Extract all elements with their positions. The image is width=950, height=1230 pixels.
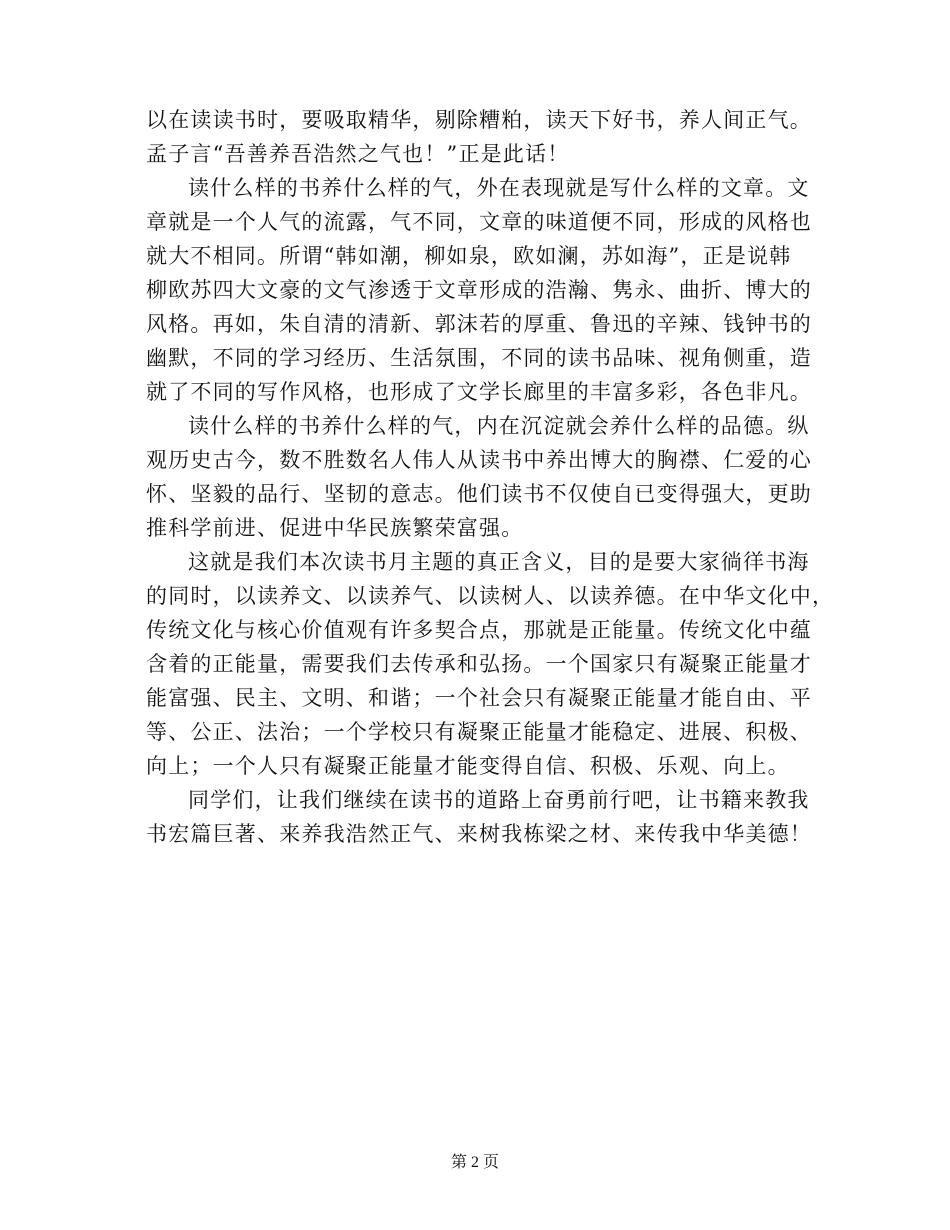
text-line: 孟子言“吾善养吾浩然之气也！”正是此话！ <box>146 142 570 166</box>
text-line: 章就是一个人气的流露，气不同，文章的味道便不同，形成的风格也 <box>146 210 812 234</box>
text-line: 同学们，让我们继续在读书的道路上奋勇前行吧，让书籍来教我 <box>188 788 810 812</box>
text-line: 向上；一个人只有凝聚正能量才能变得自信、积极、乐观、向上。 <box>146 754 790 778</box>
text-line: 观历史古今，数不胜数名人伟人从读书中养出博大的胸襟、仁爱的心 <box>146 448 812 472</box>
text-line: 推科学前进、促进中华民族繁荣富强。 <box>146 516 524 540</box>
text-line: 读什么样的书养什么样的气，内在沉淀就会养什么样的品德。纵 <box>188 414 810 438</box>
text-line: 传统文化与核心价值观有许多契合点，那就是正能量。传统文化中蕴 <box>146 618 812 642</box>
text-line: 书宏篇巨著、来养我浩然正气、来树我栋梁之材、来传我中华美德！ <box>146 822 812 846</box>
page-number: 第 2 页 <box>450 1154 499 1171</box>
text-line: 这就是我们本次读书月主题的真正含义，目的是要大家徜徉书海 <box>188 550 810 574</box>
text-line: 的同时，以读养文、以读养气、以读树人、以读养德。在中华文化中， <box>146 584 835 608</box>
text-line: 柳欧苏四大文豪的文气渗透于文章形成的浩瀚、隽永、曲折、博大的 <box>146 278 812 302</box>
text-line: 怀、坚毅的品行、坚韧的意志。他们读书不仅使自已变得强大，更助 <box>146 482 812 506</box>
paragraph-theme-meaning <box>146 545 835 783</box>
text-line: 就大不相同。所谓“韩如潮，柳如泉，欧如澜，苏如海”，正是说韩 <box>146 244 792 268</box>
paragraph-closing <box>146 783 812 851</box>
text-line: 就了不同的写作风格，也形成了文学长廊里的丰富多彩，各色非凡。 <box>146 380 812 404</box>
paragraph-continuation <box>146 103 812 171</box>
text-line: 读什么样的书养什么样的气，外在表现就是写什么样的文章。文 <box>188 176 810 200</box>
text-line: 等、公正、法治；一个学校只有凝聚正能量才能稳定、进展、积极、 <box>146 720 812 744</box>
paragraph-character <box>146 409 812 545</box>
text-line: 含着的正能量，需要我们去传承和弘扬。一个国家只有凝聚正能量才 <box>146 652 812 676</box>
text-line: 能富强、民主、文明、和谐；一个社会只有凝聚正能量才能自由、平 <box>146 686 812 710</box>
paragraph-writing-style <box>146 171 812 409</box>
text-line: 以在读读书时，要吸取精华，剔除糟粕，读天下好书，养人间正气。 <box>146 108 812 132</box>
text-line: 风格。再如，朱自清的清新、郭沫若的厚重、鲁迅的辛辣、钱钟书的 <box>146 312 812 336</box>
document-body <box>146 103 835 851</box>
text-line: 幽默，不同的学习经历、生活氛围，不同的读书品味、视角侧重，造 <box>146 346 812 370</box>
